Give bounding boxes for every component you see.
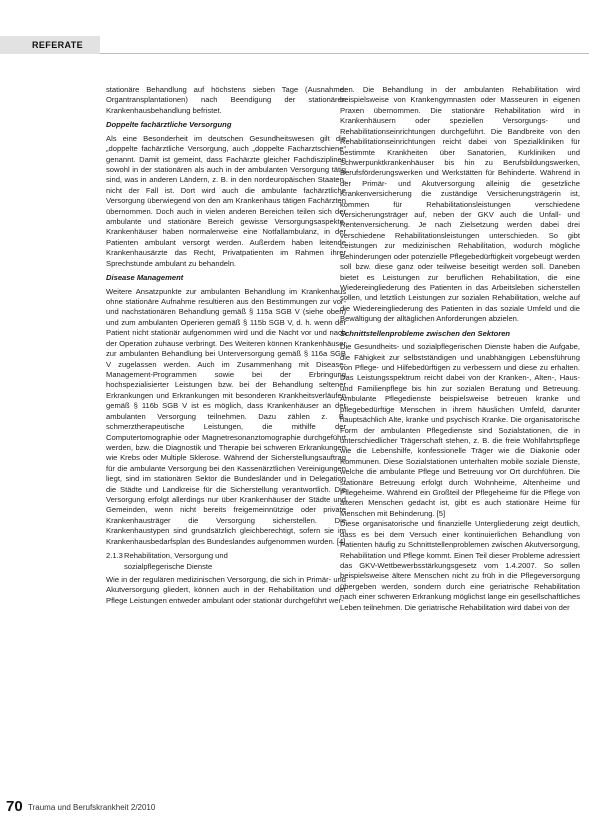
right-heading-1: Schnittstellenprobleme zwischen den Sektoren [340, 328, 511, 338]
section-label: REFERATE [32, 40, 84, 50]
right-paragraph-2: Die Gesundheits- und sozialpflegerischen Dienste haben die Aufgabe, die Fähigkeit zur selbstständigen und unabhängigen Lebensführung von Pflege- und Hilfebedürftigen zu verbessern und diese zu erhalten. Das Leistungsspektrum reicht dabei von der Kranken-, Alten-, Haus- und Familienpflege bis hin zur sozialen Beratung und Betreuung. Ambulante Pflegedienste beispielsweise betreuen kranke und pflegebedürftige Menschen in ihrem häuslichen Umfeld, darunter hauptsächlich Alte, kranke und psychisch Kranke. Die organisatorische Form der ambulanten Pflegedienste sind Sozialstationen, die in unterschiedlicher Trägerschaft stehen, z. B. die freie Wohlfahrtspflege wie die Lebenshilfe, konfessionelle Träger wie die Diakonie oder Kommunen. Diese Sozialstationen unterhalten mobile soziale Dienste, welche die ambulante Pflege und Betreuung vor Ort durchführen. Die stationäre Betreuung erfolgt durch Wohnheime, Altenheime und Pflegeheime. Während ein Großteil der Pflegeheime für die Pflege von älteren Menschen gedacht ist, gibt es auch stationäre Heime für Menschen mit Behinderung. [5] [340, 342, 580, 518]
subsection-number: 2.1.3 [106, 551, 123, 561]
section-tab [0, 36, 100, 54]
subsection-title-line1: Rehabilitation, Versorgung und [124, 551, 228, 561]
right-paragraph-3: Diese organisatorische und finanzielle Untergliederung zeigt deutlich, dass es bei dem Versuch einer kontinuierlichen Behandlung von Patienten häufig zu Schnittstellenproblemen zwischen Akutversorgung, Rehabilitation und Pflege kommt. Einen Teil dieser Probleme adressiert das GKV-Wettbewerbsstärkungsgesetz vom 1.4.2007. So sollen beispielsweise ältere Menschen nicht zu früh in die Pflegeversorgung übergeben werden, sondern durch eine geriatrische Rehabilitation nach einer schweren Erkrankung möglichst lange ein gesellschaftliches Leben teilnehmen. Die geriatrische Rehabilitation wird dabei von der [340, 519, 580, 612]
left-paragraph-3: Wie in der regulären medizinischen Versorgung, die sich in Primär- und Akutversorgung gliedert, können auch in der Rehabilitation und der Pflege Leistungen entweder ambulant oder stationär durchgeführt wer- [106, 574, 346, 605]
left-paragraph-1: Als eine Besonderheit im deutschen Gesundheitswesen gilt die „doppelte fachärztliche Versorgung, auch „doppelte Facharztschiene“ genannt. Damit ist gemeint, dass Fachärzte gleicher Fachdisziplinen sowohl in der stationären als auch in der ambulanten Versorgung tätig sind, was in anderen Ländern, z. B. in den nordeuropäischen Staaten, nicht der Fall ist. Dort wird auch die ambulante fachärztliche Versorgung überwiegend von den am Krankenhaus tätigen Fachärzten übernommen. Doch auch in vielen anderen Bereichen teilen sich der ambulante und stationäre Bereich gewisse Versorgungsaspekte. Krankenhäuser haben normalerweise eine Notfallambulanz, in der Patienten ambulant versorgt werden. Außerdem haben leitende Krankenhausärzte das Recht, Privatpatienten im Rahmen ihrer Sprechstunde ambulant zu behandeln. [106, 133, 346, 268]
left-heading-1: Doppelte fachärztliche Versorgung [106, 120, 232, 130]
right-paragraph-1: den. Die Behandlung in der ambulanten Rehabilitation wird beispielsweise von Krankengymnasten oder Masseuren in eigenen Praxen übernommen. Die stationäre Rehabilitation wird in Krankenhäusern oder speziellen Versorgungs- und Rehabilitationseinrichtungen durchgeführt. Die Bandbreite von den Rehabilitationseinrichtungen reicht dabei von Spezialkliniken für bestimmte Krankheiten über Sanatorien, Kurkliniken und Schwerpunktkrankenhäuser bis hin zu Berufsbildungswerken, Berufsförderungswerken und Werkstätten für Behinderte. Während in der Primär- und Akutversorgung alleinig die gesetzliche Krankenversicherung die zuständige Versicherungsträgerin ist, kommen für Rehabilitationsleistungen verschiedene Versicherungsträger auf, neben der GKV auch die Unfall- und Rentenversicherung. Je nach Zielsetzung werden dabei drei verschiedene Rehabilitationsleistungen unterschieden. So gibt Leistungen zur medizinischen Rehabilitation, wodurch mögliche Behinderungen oder potenzielle Pflegebedürftigkeit vorgebeugt werden soll bzw. diese ganz oder teilweise beseitigt werden soll. Daneben bietet es Leistungen zur beruflichen Rehabilitation, die eine Wiedereingliederung des Patienten in das Arbeitsleben sicherstellen sollen, und letztlich Leistungen zur sozialen Rehabilitation, welche auf die Wiedereingliederung des Patienten in das soziale Umfeld und die Bewältigung der alltäglichen Anforderungen abzielen. [340, 85, 580, 324]
journal-citation: Trauma und Berufskrankheit 2/2010 [28, 803, 156, 812]
page-footer [0, 798, 589, 818]
subsection-title-line2: sozialpflegerische Dienste [124, 561, 213, 571]
left-column [106, 85, 346, 606]
subsection-heading [106, 551, 346, 572]
left-paragraph-2: Weitere Ansatzpunkte zur ambulanten Behandlung im Krankenhaus ohne stationäre Aufnahme resultieren aus den Bestimmungen zur vor- und nachstationären Behandlung gemäß § 115a SGB V (siehe oben) und zum ambulanten Operieren gemäß § 115b SGB V, d. h. wenn der Patient nicht stationär aufgenommen wird und die Nacht vor und nach der Operation zuhause verbringt. Des Weiteren können Krankenhäuser zur ambulanten Behandlung bei Unterversorgung gemäß § 116a SGB V zugelassen werden. Auch im Zusammenhang mit Disease-Management-Programmen sowie bei der Erbringung hochspezialisierter Leistungen bzw. bei der Behandlung seltener Erkrankungen und Erkrankungen mit besonderen Krankheitsverläufen gemäß § 116b SGB V ist es möglich, dass Krankenhäuser an der ambulanten Versorgung teilnehmen. Dazu zählen z. B. schmerztherapeutische Leistungen, die mithilfe der Computertomographie oder Magnetresonanztomographie durchgeführt werden, bzw. die Diagnostik und Therapie bei schweren Erkrankungen wie Krebs oder Multiple Sklerose. Während der Sicherstellungsauftrag für die ambulante Versorgung bei den Kassenärztlichen Vereinigungen liegt, sind im stationären Sektor die Bundesländer und in Delegation die Städte und Landkreise für die Sicherstellung verantwortlich. Die Versorgung erfolgt allerdings nur über Krankenhäuser der Städte und Gemeinden, wenn nicht bereits freigemeinnützige oder private Krankenhausträger die Versorgung sicherstellen. Die Krankenhaustypen sind grundsätzlich gleichberechtigt, sofern sie im Krankenhausbedarfsplan des Bundeslandes aufgenommen wurden. [4] [106, 286, 346, 546]
left-intro-paragraph: stationäre Behandlung auf höchstens sieben Tage (Ausnahme: Organtransplantationen) nach Beendigung der stationären Krankenhausbehandlung befristet. [106, 85, 346, 115]
right-column [340, 85, 580, 613]
page-number: 70 [6, 798, 23, 815]
header-rule [100, 53, 589, 54]
left-heading-2: Disease Management [106, 273, 184, 283]
